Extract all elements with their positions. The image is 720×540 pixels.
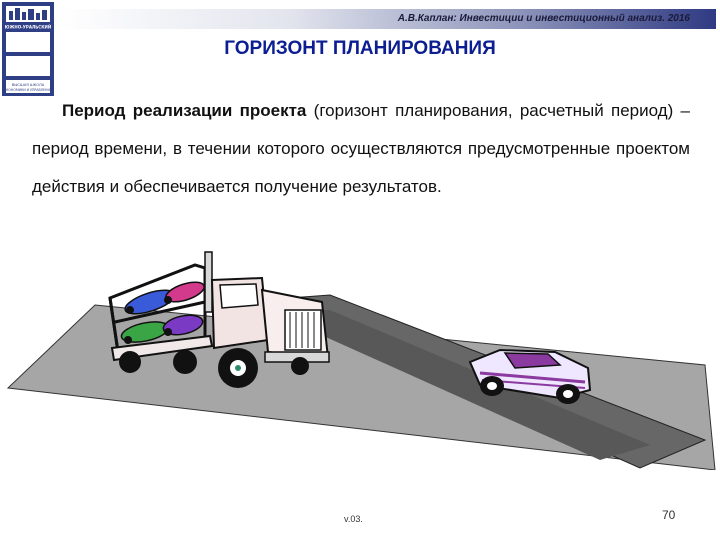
logo-letters-bottom: ЭУ	[15, 58, 41, 78]
definition-term: Период реализации проекта	[62, 101, 307, 120]
definition-text: (горизонт планирования, расчетный период) – период времени, в течении которого осуществляются предусмотренные проектом действия и обеспечивается получение результатов.	[32, 101, 690, 196]
logo-caption-top: ЮЖНО-УРАЛЬСКИЙ	[4, 24, 52, 30]
header-author-line: А.В.Каплан: Инвестиции и инвестиционный анализ. 2016	[397, 13, 690, 24]
logo-caption-line-2: ЭКОНОМИКИ И УПРАВЛЕНИЯ	[3, 88, 53, 92]
logo-letters-top: ВШ	[11, 34, 45, 54]
truck-and-car-illustration	[0, 240, 720, 470]
page-number: 70	[662, 508, 676, 522]
version-label: v.03.	[344, 514, 363, 524]
slide-title: ГОРИЗОНТ ПЛАНИРОВАНИЯ	[224, 38, 496, 59]
logo-caption-line-1: ВЫСШАЯ ШКОЛА	[11, 83, 45, 87]
definition-paragraph	[32, 92, 690, 206]
